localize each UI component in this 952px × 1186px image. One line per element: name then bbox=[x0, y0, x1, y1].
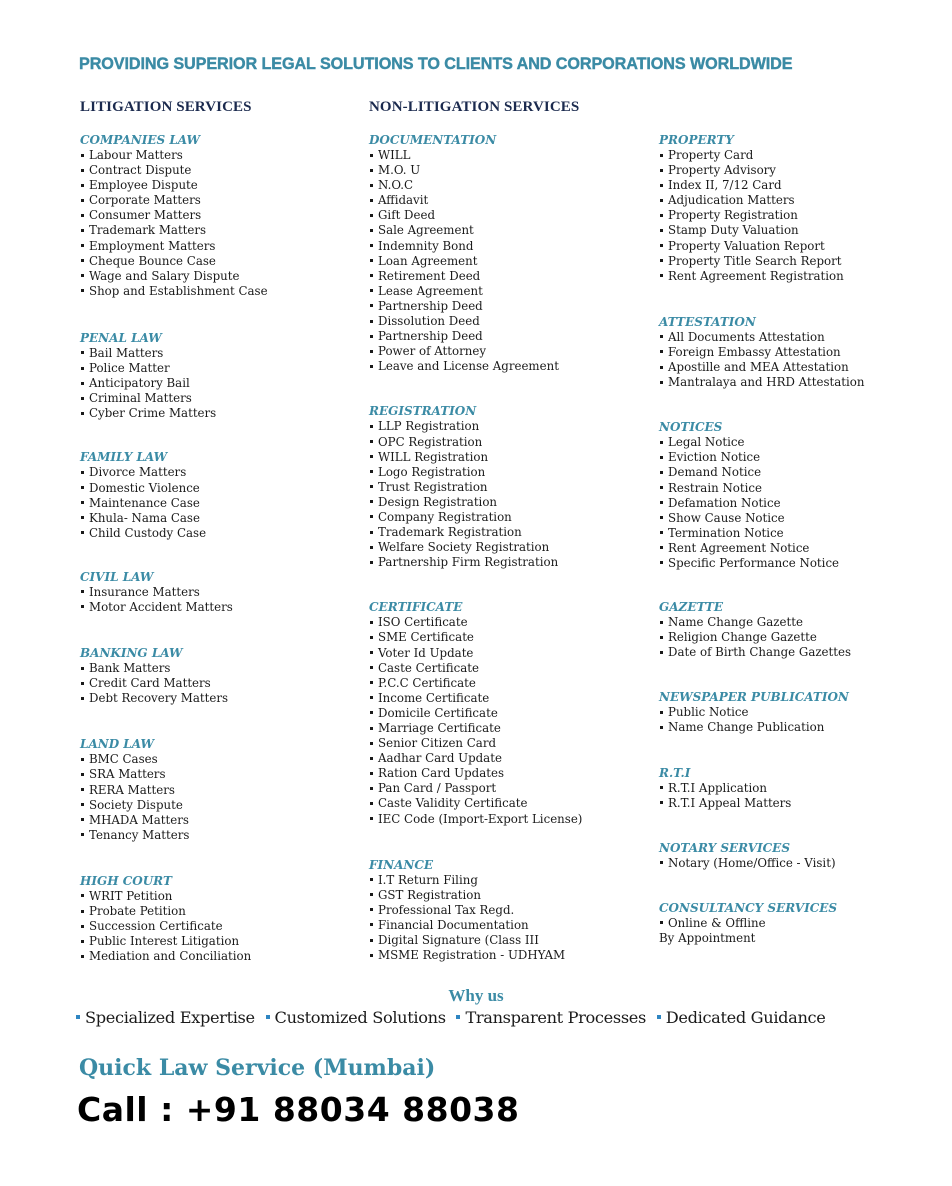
service-item: Insurance Matters bbox=[80, 585, 360, 600]
bullet-icon bbox=[81, 818, 84, 821]
service-item: RERA Matters bbox=[80, 783, 360, 798]
bullet-icon bbox=[370, 154, 373, 157]
bullet-icon bbox=[370, 244, 373, 247]
bullet-icon bbox=[81, 682, 84, 685]
bullet-icon bbox=[76, 1015, 80, 1019]
bullet-icon bbox=[370, 274, 373, 277]
bullet-icon bbox=[370, 954, 373, 957]
service-item: Legal Notice bbox=[659, 435, 899, 450]
bullet-icon bbox=[456, 1015, 460, 1019]
service-item: LLP Registration bbox=[369, 419, 649, 434]
service-item: P.C.C Certificate bbox=[369, 676, 649, 691]
bullet-icon bbox=[660, 154, 663, 157]
service-item: Termination Notice bbox=[659, 526, 899, 541]
bullet-icon bbox=[370, 546, 373, 549]
service-item: Partnership Firm Registration bbox=[369, 555, 649, 570]
bullet-icon bbox=[370, 214, 373, 217]
service-item: Labour Matters bbox=[80, 148, 360, 163]
section-title: REGISTRATION bbox=[369, 404, 477, 419]
section-title: CONSULTANCY SERVICES bbox=[659, 900, 838, 915]
service-item: Foreign Embassy Attestation bbox=[659, 345, 899, 360]
non-litigation-services-heading: NON-LITIGATION SERVICES bbox=[369, 99, 580, 115]
bullet-icon bbox=[81, 531, 84, 534]
bullet-icon bbox=[660, 244, 663, 247]
call-number: Call : +91 88034 88038 bbox=[77, 1090, 520, 1129]
bullet-icon bbox=[660, 259, 663, 262]
service-item: Eviction Notice bbox=[659, 450, 899, 465]
service-item: Digital Signature (Class III bbox=[369, 933, 649, 948]
bullet-icon bbox=[660, 169, 663, 172]
section-title: CERTIFICATE bbox=[369, 600, 463, 615]
bullet-icon bbox=[81, 274, 84, 277]
section-title: NEWSPAPER PUBLICATION bbox=[659, 690, 849, 705]
service-item: Partnership Deed bbox=[369, 299, 649, 314]
bullet-icon bbox=[370, 320, 373, 323]
service-item: Public Notice bbox=[659, 705, 899, 720]
service-item: Ration Card Updates bbox=[369, 766, 649, 781]
bullet-icon bbox=[370, 350, 373, 353]
service-item: BMC Cases bbox=[80, 752, 360, 767]
service-section bbox=[659, 133, 899, 284]
bullet-icon bbox=[370, 696, 373, 699]
bullet-icon bbox=[660, 486, 663, 489]
service-item: Retirement Deed bbox=[369, 269, 649, 284]
service-item: Police Matter bbox=[80, 361, 360, 376]
service-item: SRA Matters bbox=[80, 767, 360, 782]
section-title: CIVIL LAW bbox=[80, 569, 154, 584]
bullet-icon bbox=[81, 833, 84, 836]
service-item: Rent Agreement Notice bbox=[659, 541, 899, 556]
service-section bbox=[80, 133, 360, 299]
service-section bbox=[659, 766, 899, 811]
bullet-icon bbox=[81, 289, 84, 292]
bullet-icon bbox=[660, 711, 663, 714]
bullet-icon bbox=[370, 727, 373, 730]
service-section bbox=[659, 420, 899, 571]
service-item: Defamation Notice bbox=[659, 496, 899, 511]
service-item: Public Interest Litigation bbox=[80, 934, 360, 949]
service-item: Mediation and Conciliation bbox=[80, 949, 360, 964]
service-item: Consumer Matters bbox=[80, 208, 360, 223]
why-us-points bbox=[76, 1008, 826, 1027]
service-item: Credit Card Matters bbox=[80, 676, 360, 691]
service-item: Khula- Nama Case bbox=[80, 511, 360, 526]
service-item: OPC Registration bbox=[369, 435, 649, 450]
bullet-icon bbox=[660, 546, 663, 549]
service-item: N.O.C bbox=[369, 178, 649, 193]
bullet-icon bbox=[370, 485, 373, 488]
bullet-icon bbox=[370, 365, 373, 368]
service-item: Sale Agreement bbox=[369, 223, 649, 238]
bullet-icon bbox=[370, 742, 373, 745]
service-item: Partnership Deed bbox=[369, 329, 649, 344]
service-item: Domicile Certificate bbox=[369, 706, 649, 721]
bullet-icon bbox=[81, 758, 84, 761]
service-item: Design Registration bbox=[369, 495, 649, 510]
service-item: Income Certificate bbox=[369, 691, 649, 706]
non-litigation-column-2 bbox=[659, 133, 899, 946]
bullet-icon bbox=[660, 184, 663, 187]
bullet-icon bbox=[81, 605, 84, 608]
service-item: I.T Return Filing bbox=[369, 873, 649, 888]
bullet-icon bbox=[81, 259, 84, 262]
service-item: WILL bbox=[369, 148, 649, 163]
bullet-icon bbox=[81, 667, 84, 670]
service-item: Cyber Crime Matters bbox=[80, 406, 360, 421]
service-item: Property Title Search Report bbox=[659, 254, 899, 269]
section-title: DOCUMENTATION bbox=[369, 133, 497, 147]
service-item: Indemnity Bond bbox=[369, 239, 649, 254]
service-item: Criminal Matters bbox=[80, 391, 360, 406]
bullet-icon bbox=[370, 184, 373, 187]
bullet-icon bbox=[370, 923, 373, 926]
bullet-icon bbox=[370, 681, 373, 684]
bullet-icon bbox=[81, 397, 84, 400]
bullet-icon bbox=[660, 801, 663, 804]
service-item: Name Change Gazette bbox=[659, 615, 899, 630]
service-item: Society Dispute bbox=[80, 798, 360, 813]
service-item: Dissolution Deed bbox=[369, 314, 649, 329]
bullet-icon bbox=[370, 666, 373, 669]
bullet-icon bbox=[81, 471, 84, 474]
bullet-icon bbox=[370, 711, 373, 714]
service-item: GST Registration bbox=[369, 888, 649, 903]
bullet-icon bbox=[370, 470, 373, 473]
service-item: Specific Performance Notice bbox=[659, 556, 899, 571]
service-item: Affidavit bbox=[369, 193, 649, 208]
bullet-icon bbox=[81, 940, 84, 943]
service-item: Property Card bbox=[659, 148, 899, 163]
service-item: Wage and Salary Dispute bbox=[80, 269, 360, 284]
service-item: Name Change Publication bbox=[659, 720, 899, 735]
bullet-icon bbox=[81, 184, 84, 187]
section-title: GAZETTE bbox=[659, 600, 724, 615]
service-section bbox=[659, 315, 899, 390]
litigation-services-heading: LITIGATION SERVICES bbox=[80, 99, 252, 115]
service-item: Maintenance Case bbox=[80, 496, 360, 511]
bullet-icon bbox=[660, 471, 663, 474]
service-item: Pan Card / Passport bbox=[369, 781, 649, 796]
service-section bbox=[369, 404, 649, 570]
service-item: Employment Matters bbox=[80, 239, 360, 254]
section-title: COMPANIES LAW bbox=[80, 133, 200, 147]
service-item: R.T.I Appeal Matters bbox=[659, 796, 899, 811]
service-item: Lease Agreement bbox=[369, 284, 649, 299]
section-title: HIGH COURT bbox=[80, 873, 172, 888]
service-item: Domestic Violence bbox=[80, 481, 360, 496]
bullet-icon bbox=[370, 787, 373, 790]
bullet-icon bbox=[370, 939, 373, 942]
service-item: Motor Accident Matters bbox=[80, 600, 360, 615]
service-section bbox=[80, 331, 360, 421]
service-item: Property Valuation Report bbox=[659, 239, 899, 254]
service-item: Succession Certificate bbox=[80, 919, 360, 934]
bullet-icon bbox=[660, 561, 663, 564]
bullet-icon bbox=[81, 382, 84, 385]
service-item: Caste Certificate bbox=[369, 661, 649, 676]
service-item: WRIT Petition bbox=[80, 889, 360, 904]
service-item: Professional Tax Regd. bbox=[369, 903, 649, 918]
bullet-icon bbox=[370, 455, 373, 458]
bullet-icon bbox=[660, 381, 663, 384]
bullet-icon bbox=[660, 531, 663, 534]
section-title: R.T.I bbox=[659, 765, 691, 780]
bullet-icon bbox=[660, 366, 663, 369]
bullet-icon bbox=[81, 351, 84, 354]
service-item: Property Registration bbox=[659, 208, 899, 223]
bullet-icon bbox=[660, 350, 663, 353]
service-item: Rent Agreement Registration bbox=[659, 269, 899, 284]
bullet-icon bbox=[81, 214, 84, 217]
bullet-icon bbox=[370, 169, 373, 172]
bullet-icon bbox=[370, 440, 373, 443]
tagline-banner: PROVIDING SUPERIOR LEGAL SOLUTIONS TO CLIENTS AND CORPORATIONS WORLDWIDE bbox=[79, 55, 793, 73]
bullet-icon bbox=[660, 441, 663, 444]
bullet-icon bbox=[81, 516, 84, 519]
bullet-icon bbox=[370, 229, 373, 232]
section-title: NOTICES bbox=[659, 420, 723, 435]
service-item: SME Certificate bbox=[369, 630, 649, 645]
service-item: Religion Change Gazette bbox=[659, 630, 899, 645]
service-item: Voter Id Update bbox=[369, 646, 649, 661]
bullet-icon bbox=[81, 925, 84, 928]
bullet-icon bbox=[657, 1015, 661, 1019]
bullet-icon bbox=[266, 1015, 270, 1019]
service-item: Shop and Establishment Case bbox=[80, 284, 360, 299]
bullet-icon bbox=[370, 335, 373, 338]
bullet-icon bbox=[370, 893, 373, 896]
bullet-icon bbox=[370, 289, 373, 292]
bullet-icon bbox=[370, 531, 373, 534]
bullet-icon bbox=[81, 501, 84, 504]
section-title: PENAL LAW bbox=[80, 330, 162, 345]
bullet-icon bbox=[81, 910, 84, 913]
service-section bbox=[80, 737, 360, 843]
bullet-icon bbox=[370, 500, 373, 503]
why-us-point: Specialized Expertise bbox=[76, 1008, 255, 1027]
service-item: Probate Petition bbox=[80, 904, 360, 919]
service-item: Power of Attorney bbox=[369, 344, 649, 359]
service-section bbox=[659, 690, 899, 735]
why-us-point: Transparent Processes bbox=[456, 1008, 646, 1027]
service-item: Adjudication Matters bbox=[659, 193, 899, 208]
bullet-icon bbox=[660, 229, 663, 232]
service-item: MHADA Matters bbox=[80, 813, 360, 828]
service-section bbox=[369, 600, 649, 826]
service-item: Bail Matters bbox=[80, 346, 360, 361]
section-title: BANKING LAW bbox=[80, 646, 183, 661]
service-item: Financial Documentation bbox=[369, 918, 649, 933]
bullet-icon bbox=[660, 636, 663, 639]
litigation-column bbox=[80, 133, 360, 964]
service-item: Cheque Bounce Case bbox=[80, 254, 360, 269]
section-title: ATTESTATION bbox=[659, 314, 756, 329]
service-item: M.O. U bbox=[369, 163, 649, 178]
service-section bbox=[369, 858, 649, 964]
service-section bbox=[80, 874, 360, 964]
bullet-icon bbox=[370, 802, 373, 805]
service-section bbox=[80, 570, 360, 615]
service-item: Contract Dispute bbox=[80, 163, 360, 178]
bullet-icon bbox=[660, 199, 663, 202]
service-item: Loan Agreement bbox=[369, 254, 649, 269]
service-item: All Documents Attestation bbox=[659, 330, 899, 345]
service-section bbox=[80, 450, 360, 540]
service-item: Aadhar Card Update bbox=[369, 751, 649, 766]
service-item: Stamp Duty Valuation bbox=[659, 223, 899, 238]
service-section bbox=[369, 133, 649, 374]
bullet-icon bbox=[81, 244, 84, 247]
service-item: ISO Certificate bbox=[369, 615, 649, 630]
bullet-icon bbox=[370, 561, 373, 564]
service-item: Demand Notice bbox=[659, 465, 899, 480]
bullet-icon bbox=[660, 786, 663, 789]
service-item: Property Advisory bbox=[659, 163, 899, 178]
section-title: LAND LAW bbox=[80, 737, 154, 752]
bullet-icon bbox=[370, 651, 373, 654]
service-section bbox=[659, 600, 899, 660]
service-item: Caste Validity Certificate bbox=[369, 796, 649, 811]
service-item: Trademark Matters bbox=[80, 223, 360, 238]
service-item: Marriage Certificate bbox=[369, 721, 649, 736]
section-title: FINANCE bbox=[369, 857, 434, 872]
bullet-icon bbox=[370, 304, 373, 307]
bullet-icon bbox=[370, 908, 373, 911]
service-item: Child Custody Case bbox=[80, 526, 360, 541]
bullet-icon bbox=[81, 894, 84, 897]
section-title: NOTARY SERVICES bbox=[659, 840, 790, 855]
why-us-point: Customized Solutions bbox=[266, 1008, 446, 1027]
non-litigation-column-1 bbox=[369, 133, 649, 963]
company-name: Quick Law Service (Mumbai) bbox=[79, 1055, 436, 1081]
why-us-heading: Why us bbox=[448, 986, 504, 1005]
bullet-icon bbox=[370, 199, 373, 202]
service-item: R.T.I Application bbox=[659, 781, 899, 796]
service-item: Show Cause Notice bbox=[659, 511, 899, 526]
why-us-point: Dedicated Guidance bbox=[657, 1008, 826, 1027]
bullet-icon bbox=[81, 169, 84, 172]
bullet-icon bbox=[81, 412, 84, 415]
service-item: Trademark Registration bbox=[369, 525, 649, 540]
bullet-icon bbox=[81, 803, 84, 806]
bullet-icon bbox=[370, 772, 373, 775]
bullet-icon bbox=[81, 199, 84, 202]
service-item: Date of Birth Change Gazettes bbox=[659, 645, 899, 660]
bullet-icon bbox=[370, 425, 373, 428]
bullet-icon bbox=[660, 456, 663, 459]
service-item: Index II, 7/12 Card bbox=[659, 178, 899, 193]
service-item: Logo Registration bbox=[369, 465, 649, 480]
service-item: Online & Offline bbox=[659, 916, 899, 931]
bullet-icon bbox=[660, 651, 663, 654]
service-item: Company Registration bbox=[369, 510, 649, 525]
bullet-icon bbox=[370, 636, 373, 639]
service-item: Welfare Society Registration bbox=[369, 540, 649, 555]
service-item: Debt Recovery Matters bbox=[80, 691, 360, 706]
bullet-icon bbox=[81, 229, 84, 232]
bullet-icon bbox=[660, 516, 663, 519]
bullet-icon bbox=[81, 590, 84, 593]
bullet-icon bbox=[81, 367, 84, 370]
bullet-icon bbox=[370, 817, 373, 820]
service-section bbox=[80, 646, 360, 706]
service-item: MSME Registration - UDHYAM bbox=[369, 948, 649, 963]
service-item: Leave and License Agreement bbox=[369, 359, 649, 374]
service-item: Trust Registration bbox=[369, 480, 649, 495]
section-note: By Appointment bbox=[659, 930, 756, 945]
bullet-icon bbox=[81, 486, 84, 489]
bullet-icon bbox=[660, 335, 663, 338]
bullet-icon bbox=[81, 788, 84, 791]
service-item: Tenancy Matters bbox=[80, 828, 360, 843]
service-item: Apostille and MEA Attestation bbox=[659, 360, 899, 375]
bullet-icon bbox=[660, 861, 663, 864]
bullet-icon bbox=[81, 697, 84, 700]
bullet-icon bbox=[370, 757, 373, 760]
bullet-icon bbox=[660, 726, 663, 729]
service-item: Corporate Matters bbox=[80, 193, 360, 208]
service-item: Divorce Matters bbox=[80, 465, 360, 480]
service-item: IEC Code (Import-Export License) bbox=[369, 812, 649, 827]
bullet-icon bbox=[370, 515, 373, 518]
bullet-icon bbox=[81, 955, 84, 958]
bullet-icon bbox=[660, 921, 663, 924]
bullet-icon bbox=[81, 154, 84, 157]
bullet-icon bbox=[660, 621, 663, 624]
service-item: Anticipatory Bail bbox=[80, 376, 360, 391]
bullet-icon bbox=[370, 621, 373, 624]
bullet-icon bbox=[370, 259, 373, 262]
bullet-icon bbox=[660, 501, 663, 504]
section-title: PROPERTY bbox=[659, 133, 734, 147]
bullet-icon bbox=[370, 878, 373, 881]
bullet-icon bbox=[81, 773, 84, 776]
service-item: Bank Matters bbox=[80, 661, 360, 676]
service-item: Gift Deed bbox=[369, 208, 649, 223]
service-item: Mantralaya and HRD Attestation bbox=[659, 375, 899, 390]
service-item: Notary (Home/Office - Visit) bbox=[659, 856, 899, 871]
service-item: WILL Registration bbox=[369, 450, 649, 465]
service-section bbox=[659, 841, 899, 871]
bullet-icon bbox=[660, 274, 663, 277]
service-item: Senior Citizen Card bbox=[369, 736, 649, 751]
service-item: Employee Dispute bbox=[80, 178, 360, 193]
service-item: Restrain Notice bbox=[659, 481, 899, 496]
bullet-icon bbox=[660, 214, 663, 217]
section-title: FAMILY LAW bbox=[80, 450, 168, 465]
service-section bbox=[659, 901, 899, 946]
